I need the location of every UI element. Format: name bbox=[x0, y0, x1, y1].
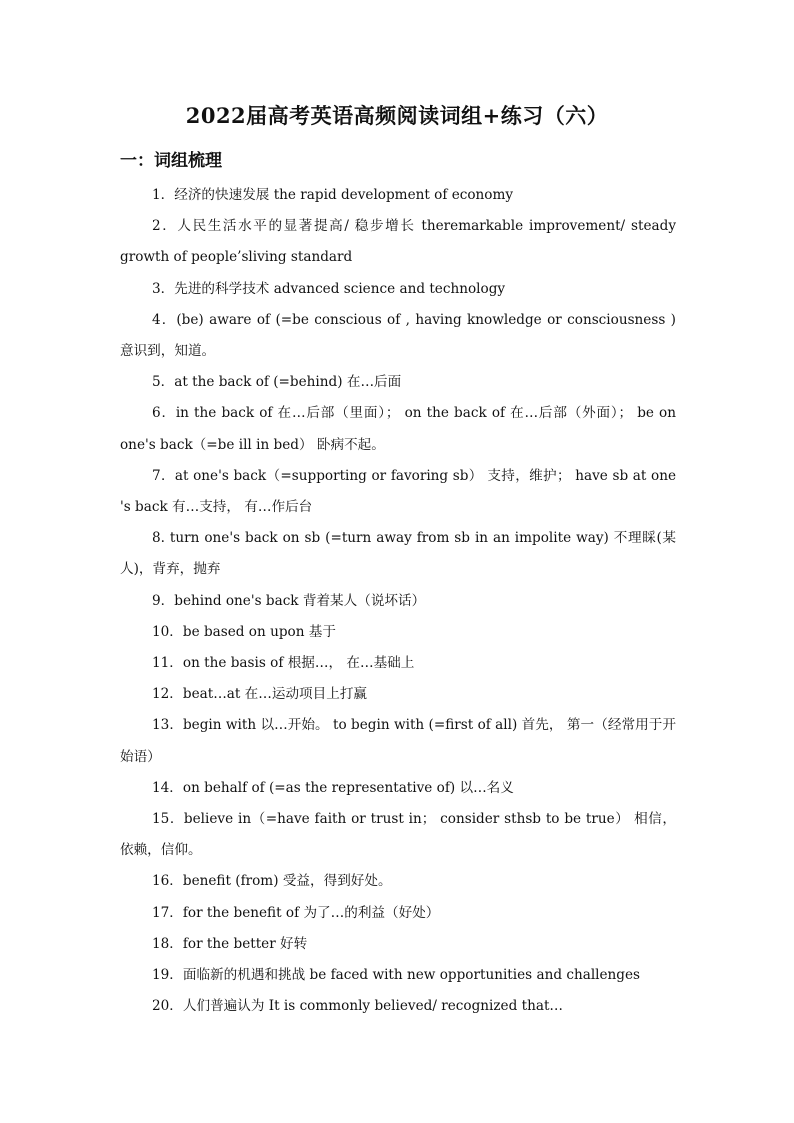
phrase-entry: 9．behind one's back 背着某人（说坏话） bbox=[152, 592, 426, 609]
phrase-entry: 19．面临新的机遇和挑战 be faced with new opportunities and challenges bbox=[152, 967, 641, 984]
phrase-entry: 16．benefit (from) 受益，得到好处。 bbox=[152, 873, 392, 890]
phrase-entry: 1．经济的快速发展 the rapid development of economy bbox=[152, 187, 514, 203]
phrase-entry: 2．人民生活水平的显著提高/ 稳步增长 theremarkable improvement/ steady growth of people’sliving standard bbox=[120, 218, 676, 266]
section-heading: 一：词组梳理 bbox=[120, 151, 222, 171]
phrase-entry: 6．in the back of 在…后部（里面）； on the back of 在…后部（外面）； be on one's back（=be ill in bed） 卧病不起。 bbox=[120, 405, 676, 453]
document-title: 2022届高考英语高频阅读词组+练习（六） bbox=[185, 103, 609, 128]
phrase-entry: 13．begin with 以…开始。 to begin with (=first of all) 首先， 第一（经常用于开始语） bbox=[120, 717, 676, 765]
phrase-entry: 11．on the basis of 根据…， 在…基础上 bbox=[152, 655, 415, 672]
phrase-entry: 3．先进的科学技术 advanced science and technology bbox=[152, 280, 506, 297]
phrase-entry: 7．at one's back（=supporting or favoring sb） 支持，维护； have sb at one 's back 有…支持， 有…作后台 bbox=[120, 467, 676, 516]
phrase-entry: 17．for the benefit of 为了…的利益（好处） bbox=[152, 904, 440, 921]
phrase-list bbox=[120, 180, 676, 1022]
phrase-entry: 10．be based on upon 基于 bbox=[152, 623, 336, 640]
phrase-entry: 8. turn one's back on sb (=turn away from sb in an impolite way) 不理睬(某人)，背弃，抛弃 bbox=[120, 530, 676, 578]
phrase-entry: 18．for the better 好转 bbox=[152, 935, 308, 952]
phrase-entry: 4．(be) aware of (=be conscious of , having knowledge or consciousness ) 意识到，知道。 bbox=[120, 311, 676, 360]
phrase-entry: 15．believe in（=have faith or trust in； consider sthsb to be true） 相信，依赖，信仰。 bbox=[120, 811, 676, 859]
phrase-entry: 12．beat…at 在…运动项目上打赢 bbox=[152, 686, 368, 703]
phrase-entry: 14．on behalf of (=as the representative of) 以…名义 bbox=[152, 779, 514, 796]
phrase-entry: 20．人们普遍认为 It is commonly believed/ recognized that… bbox=[152, 998, 564, 1015]
phrase-entry: 5．at the back of (=behind) 在…后面 bbox=[152, 374, 402, 391]
